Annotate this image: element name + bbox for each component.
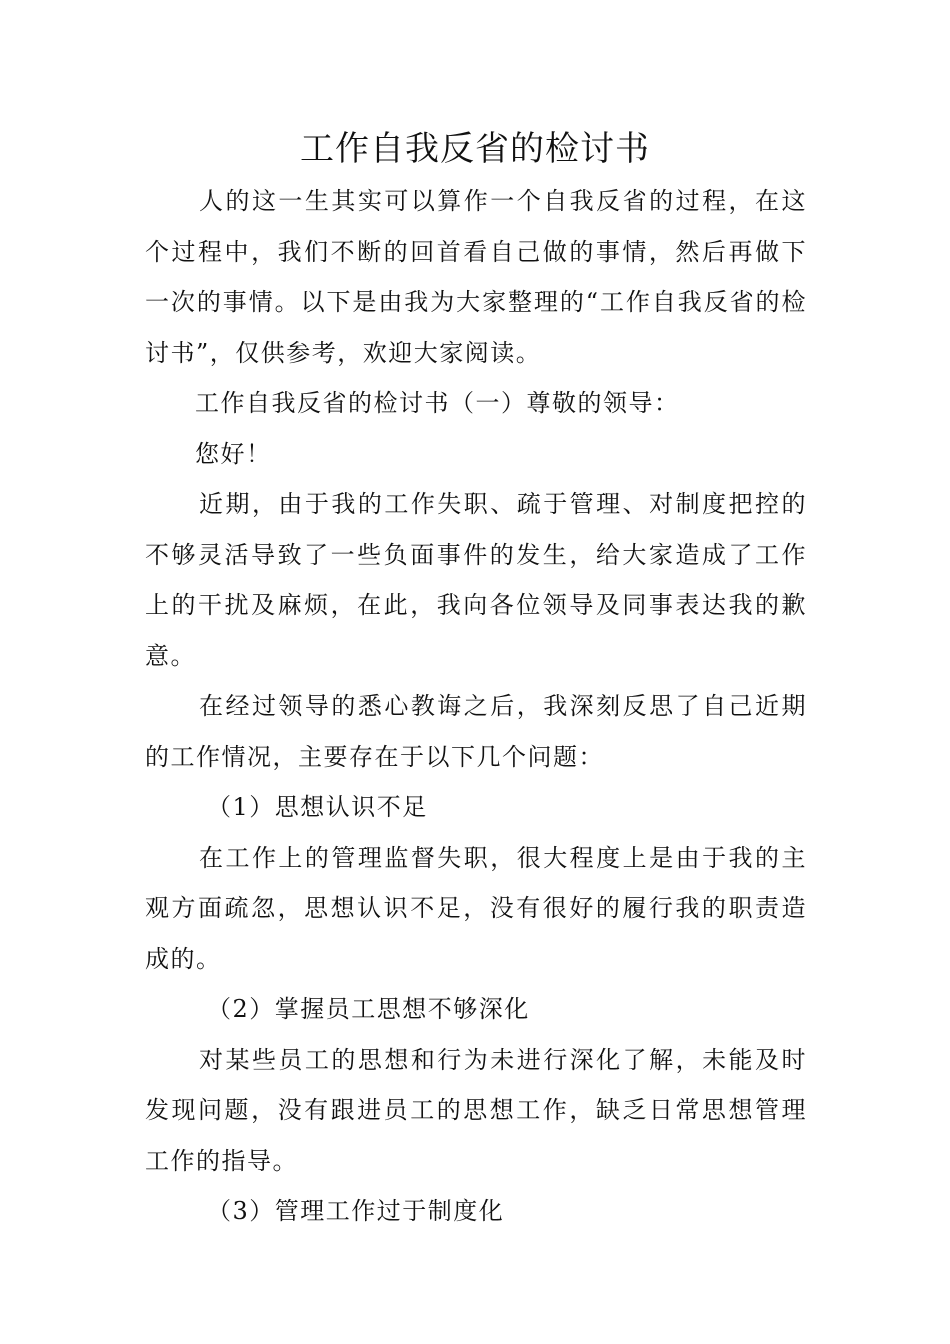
document-title: 工作自我反省的检讨书 [300,129,650,169]
body-paragraph: 近期，由于我的工作失职、疏于管理、对制度把控的不够灵活导致了一些负面事件的发生，给大家造成了工作上的干扰及麻烦，在此，我向各位领导及同事表达我的歉意。 [145,490,807,670]
section-heading: （1）思想认识不足 [207,793,428,821]
greeting: 您好！ [195,439,272,468]
body-paragraph: 在工作上的管理监督失职，很大程度上是由于我的主观方面疏忽，思想认识不足，没有很好的履行我的职责造成的。 [145,843,807,973]
document-body [145,176,807,1237]
section-heading: （3）管理工作过于制度化 [207,1197,505,1225]
intro-paragraph: 人的这一生其实可以算作一个自我反省的过程，在这个过程中，我们不断的回首看自己做的事情，然后再做下一次的事情。以下是由我为大家整理的“工作自我反省的检讨书”，仅供参考，欢迎大家阅读。 [145,187,807,367]
body-paragraph: 对某些员工的思想和行为未进行深化了解，未能及时发现问题，没有跟进员工的思想工作，缺乏日常思想管理工作的指导。 [145,1045,807,1175]
section-heading: （2）掌握员工思想不够深化 [207,995,530,1023]
letter-heading: 工作自我反省的检讨书（一）尊敬的领导： [195,389,680,417]
body-paragraph: 在经过领导的悉心教诲之后，我深刻反思了自己近期的工作情况，主要存在于以下几个问题： [145,692,807,771]
